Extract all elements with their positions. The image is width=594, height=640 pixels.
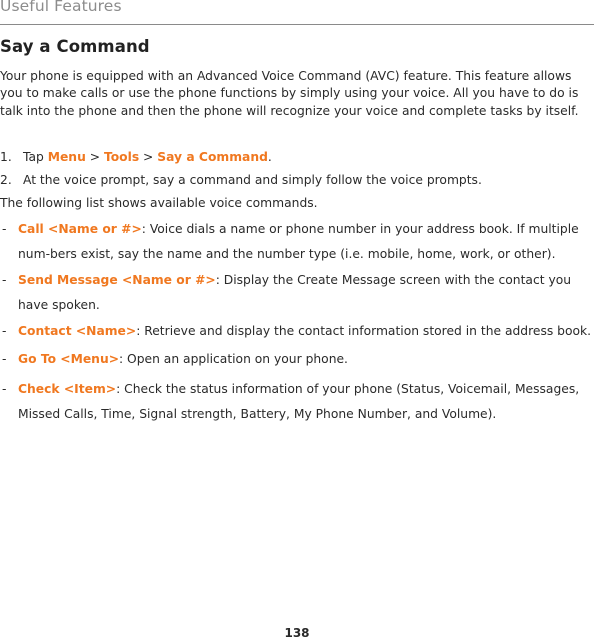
command-desc: : Voice dials a name or phone number in your address book. If multiple num-bers exist, say the name and the number type (i.e. mobile, home, work, or other). (18, 222, 579, 261)
tools-link: Tools (103, 150, 140, 164)
command-desc: : Check the status information of your phone (Status, Voicemail, Messages, Missed Calls, Time, Signal strength, Battery, My Phone Number, and Volume). (18, 382, 580, 421)
step-text (23, 150, 272, 164)
separator: > (139, 150, 158, 164)
command-name: Send Message <Name or #> (18, 273, 216, 287)
command-desc: : Display the Create Message screen with the contact you have spoken. (18, 273, 572, 312)
command-name: Check <Item> (18, 382, 117, 396)
command-name: Call <Name or #> (18, 222, 142, 236)
step-number: 2. (0, 173, 12, 187)
section-header (0, 0, 594, 25)
page-number: 138 (284, 626, 310, 640)
command-desc: : Retrieve and display the contact information stored in the address book. (136, 324, 592, 338)
step-suffix: . (267, 150, 272, 164)
bullet-dash: - (2, 324, 7, 338)
menu-link: Menu (47, 150, 86, 164)
separator: > (85, 150, 104, 164)
bullet-dash: - (2, 382, 7, 396)
bullet-dash: - (2, 273, 7, 287)
command-name: Go To <Menu> (18, 352, 119, 366)
command-name: Contact <Name> (18, 324, 137, 338)
page-title: Say a Command (0, 37, 150, 56)
list-intro: The following list shows available voice commands. (0, 196, 318, 210)
bullet-dash: - (2, 222, 7, 236)
command-body (18, 319, 594, 344)
step-prefix: Tap (23, 150, 48, 164)
command-desc: : Open an application on your phone. (119, 352, 348, 366)
command-body (18, 268, 594, 318)
section-header-label: Useful Features (0, 0, 122, 15)
command-body (18, 217, 594, 267)
command-body (18, 377, 594, 427)
step-number: 1. (0, 150, 12, 164)
step-text: At the voice prompt, say a command and simply follow the voice prompts. (23, 173, 482, 187)
bullet-dash: - (2, 352, 7, 366)
command-body (18, 347, 594, 372)
intro-paragraph: Your phone is equipped with an Advanced Voice Command (AVC) feature. This feature allows you to make calls or use the phone functions by simply using your voice. All you have to do is talk into the phone and then the phone will recognize your voice and complete tasks by itself. (0, 69, 579, 118)
say-a-command-link: Say a Command (157, 150, 268, 164)
